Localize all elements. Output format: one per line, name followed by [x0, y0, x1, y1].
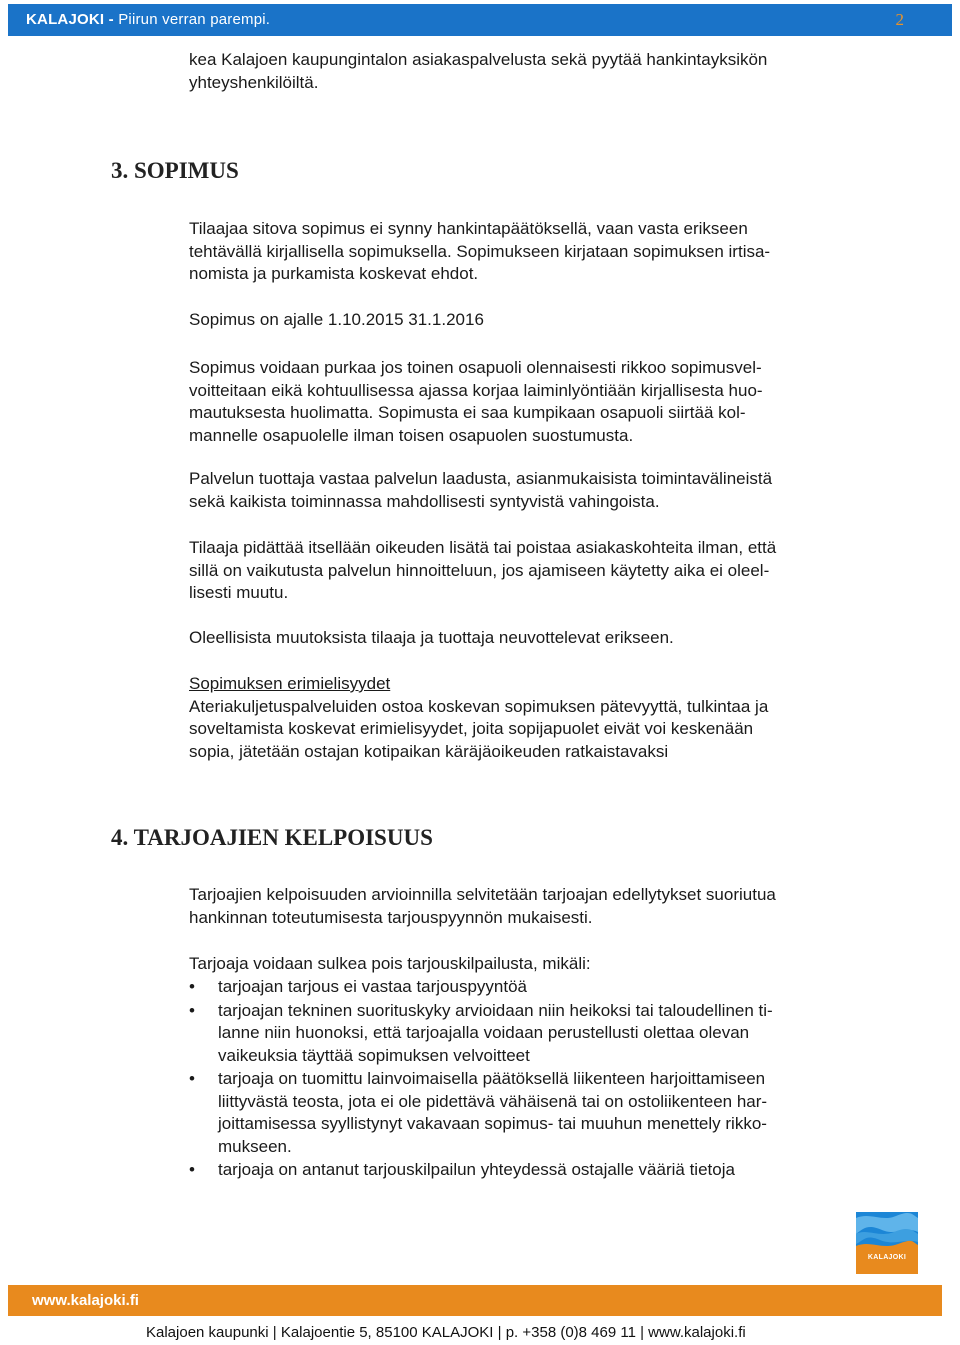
text-line: lanne niin huonoksi, että tarjoajalla voidaan perustellusti olettaa olevan	[218, 1023, 750, 1042]
text-line: soveltamista koskevat erimielisyydet, joita sopijapuolet eivät voi keskenään	[189, 719, 754, 738]
text-line: sekä kaikista toiminnassa mahdollisesti syntyvistä vahingoista.	[189, 491, 660, 511]
exclusion-list	[189, 976, 879, 1183]
text-line: sopia, jätetään ostajan kotipaikan käräjäoikeuden ratkaistavaksi	[189, 741, 669, 761]
text-line: joittamisessa syyllistynyt vakavaan sopimus- tai muuhun menettely rikko-	[218, 1114, 767, 1133]
text-line: tarjoaja on tuomittu lainvoimaisella päätöksellä liikenteen harjoittamiseen	[218, 1069, 766, 1088]
wave-icon	[856, 1212, 918, 1274]
text-line: Ateriakuljetuspalveluiden ostoa koskevan sopimuksen pätevyyttä, tulkintaa ja	[189, 696, 769, 716]
text-line: lisesti muutu.	[189, 583, 289, 602]
list-item	[189, 1000, 879, 1068]
list-item	[189, 1068, 879, 1158]
text-line: tarjoajan tarjous ei vastaa tarjouspyyntöä	[218, 977, 528, 996]
text-line: vaikeuksia täyttää sopimuksen velvoitteet	[218, 1045, 530, 1065]
text-line: Tarjoajien kelpoisuuden arvioinnilla selvitetään tarjoajan edellytykset suoriutua	[189, 885, 776, 904]
footer-address: Kalajoen kaupunki | Kalajoentie 5, 85100 KALAJOKI | p. +358 (0)8 469 11 | www.kalajoki.fi	[146, 1324, 746, 1341]
footer-website: www.kalajoki.fi	[32, 1292, 139, 1309]
brand-tagline: Piirun verran parempi.	[118, 11, 271, 28]
list-item	[189, 1159, 879, 1182]
text-line: voitteitaan eikä kohtuullisessa ajassa korjaa laiminlyöntiään kirjallisesta huo-	[189, 380, 763, 400]
brand-logo	[26, 11, 270, 28]
text-line: Palvelun tuottaja vastaa palvelun laadusta, asianmukaisista toimintavälineistä	[189, 469, 773, 488]
paragraph	[189, 468, 879, 513]
text-line: yhteyshenkilöiltä.	[189, 72, 319, 92]
subheading-disputes: Sopimuksen erimielisyydet	[189, 674, 391, 693]
bullet-icon: •	[189, 977, 195, 996]
paragraph	[189, 218, 879, 286]
list-item	[189, 976, 879, 999]
page-number: 2	[895, 10, 904, 29]
text-line: tarjoaja on antanut tarjouskilpailun yhteydessä ostajalle vääriä tietoja	[218, 1160, 735, 1179]
list-intro: Tarjoaja voidaan sulkea pois tarjouskilpailusta, mikäli:	[189, 954, 591, 973]
bullet-icon: •	[189, 1069, 195, 1088]
logo-text: KALAJOKI	[867, 1254, 907, 1261]
contract-period: Sopimus on ajalle 1.10.2015 31.1.2016	[189, 310, 484, 329]
paragraph	[189, 357, 879, 447]
text-line: Sopimus voidaan purkaa jos toinen osapuoli olennaisesti rikkoo sopimusvel-	[189, 358, 762, 377]
text-line: mukseen.	[218, 1136, 292, 1156]
text-line: liittyvästä teosta, jota ei ole pidettävä vähäisenä tai on ostoliikenteen har-	[218, 1091, 768, 1111]
text-line: nomista ja purkamista koskevat ehdot.	[189, 264, 479, 283]
bullet-icon: •	[189, 1160, 195, 1179]
paragraph: Oleellisista muutoksista tilaaja ja tuottaja neuvottelevat erikseen.	[189, 628, 674, 647]
paragraph	[189, 884, 879, 929]
text-line: tehtävällä kirjallisella sopimuksella. Sopimukseen kirjataan sopimuksen irtisa-	[189, 241, 771, 261]
brand-separator: -	[104, 11, 119, 28]
disputes-paragraph	[189, 673, 879, 763]
paragraph	[189, 537, 879, 605]
text-line: mannelle osapuolelle ilman toisen osapuolen suostumusta.	[189, 425, 634, 445]
intro-paragraph	[189, 49, 879, 94]
text-line: hankinnan toteutumisesta tarjouspyynnön mukaisesti.	[189, 907, 593, 927]
section-heading-tarjoajien-kelpoisuus: 4. TARJOAJIEN KELPOISUUS	[111, 825, 433, 850]
kalajoki-logo	[856, 1212, 918, 1274]
text-line: tarjoajan tekninen suorituskyky arvioidaan niin heikoksi tai taloudellinen ti-	[218, 1000, 773, 1020]
footer-bar	[8, 1285, 942, 1316]
text-line: Tilaaja pidättää itsellään oikeuden lisätä tai poistaa asiakaskohteita ilman, että	[189, 538, 777, 557]
header-bar	[8, 4, 952, 36]
text-line: Tilaajaa sitova sopimus ei synny hankintapäätöksellä, vaan vasta erikseen	[189, 219, 748, 238]
text-line: kea Kalajoen kaupungintalon asiakaspalvelusta sekä pyytää hankintayksikön	[189, 50, 768, 69]
bullet-icon: •	[189, 1000, 195, 1020]
section-heading-sopimus: 3. SOPIMUS	[111, 158, 239, 183]
brand-name: KALAJOKI	[26, 11, 105, 28]
text-line: sillä on vaikutusta palvelun hinnoitteluun, jos ajamiseen käytetty aika ei oleel-	[189, 560, 770, 580]
text-line: mautuksesta huolimatta. Sopimusta ei saa kumpikaan osapuoli siirtää kol-	[189, 403, 746, 422]
